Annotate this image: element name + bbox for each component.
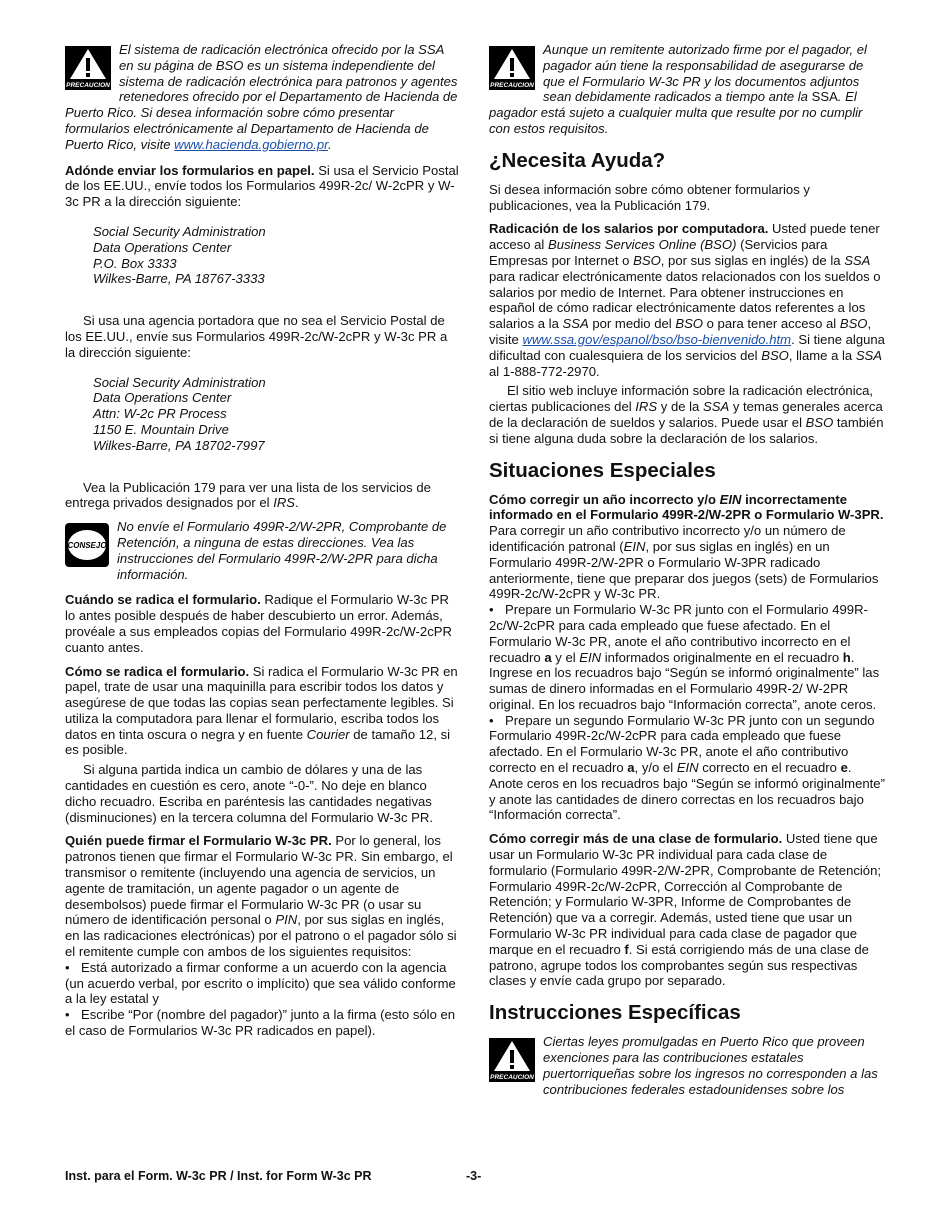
hacienda-link[interactable]: www.hacienda.gobierno.pr (174, 136, 328, 152)
address-line: P.O. Box 3333 (93, 255, 177, 271)
paragraph-more-than-one: Cómo corregir más de una clase de formulario. Usted tiene que usar un Formulario W-3c PR individual para cada clase de formulario (Formulario 499R-2/W-2PR, Comprobante de Retención; Formulario 499R-2c/W-2cPR, Corrección al Comprobante de Retención; y Formulario W-3PR, Informe de Comprobantes de Retención) que va a corregir. Además, usted tiene que usar un Formulario W-3c PR individual para cada clase de pagador que marque en el recuadro f. Si está corrigiendo más de una clase de patrono, agrupe todos los comprobantes según sus respectivas clases y envíe cada grupo por separado. (489, 831, 882, 989)
tip-label: CONSEJO (67, 541, 107, 551)
paragraph-publication: Vea la Publicación 179 para ver una lista de los servicios de entrega privados designados por el IRS. (65, 479, 431, 511)
list-item: • Prepare un segundo Formulario W-3c PR junto con un segundo Formulario 499R-2c/W-2cPR para cada empleado que fuese afectado. En el Formulario W-3c PR, anote el año contributivo correcto en el recuadro a, y/o el EIN correcto en el recuadro e. Anote ceros en los recuadros bajo “Según se informó originalmente” y anote las cantidades de dinero correctas en los recuadros bajo “Información correcta”. (489, 712, 885, 823)
heading-specific-instructions: Instrucciones Específicas (489, 1001, 741, 1025)
address-line: Data Operations Center (93, 239, 232, 255)
caution-icon (489, 1038, 535, 1086)
address-line: Data Operations Center (93, 390, 232, 406)
caution-note-laws: PRECAUCION Ciertas leyes promulgadas en Puerto Rico que proveen exenciones para las contribuciones estatales puertorriqueñas sobre los ingresos no corresponden a las contribuciones federales estadounidenses sobre los (490, 1034, 878, 1097)
caution-note-efile: PRECAUCION El sistema de radicación electrónica ofrecido por la SSA en su página de BSO es un sistema independiente del sistema de radicación electrónica para patronos y agentes retenedores ofrecido por el Departamento de Hacienda de Puerto Rico. Si desea información sobre cómo presentar formularios electrónicamente al Departamento de Hacienda de Puerto Rico, visite www.hacienda.gobierno.pr. (65, 42, 458, 152)
paragraph-help: Si desea información sobre cómo obtener formularios y publicaciones, vea la Publicación 179. (489, 181, 810, 213)
paragraph-website: El sitio web incluye información sobre la radicación electrónica, ciertas publicaciones del IRS y de la SSA y temas generales acerca de la declaración de sueldos y salarios. Puede usar el BSO también si tiene alguna duda sobre la declaración de los salarios. (489, 383, 884, 446)
note1-part-a: El sistema de radicación electrónica ofrecido por la SSA (119, 42, 444, 57)
address-line: Social Security Administration (93, 374, 266, 390)
where-send-heading: Adónde enviar los formularios en papel. (65, 162, 315, 178)
paragraph-how-file: Cómo se radica el formulario. Si radica el Formulario W-3c PR en papel, trate de usar una maquinilla para escribir todos los datos y asegúrese de que todas las copias sean perfectamente legibles. Si utiliza la computadora para llenar el formulario, escriba todos los datos en tinta oscura o negra y en fuente Courier de tamaño 12, si es posible. (65, 663, 458, 758)
address-private (93, 375, 460, 454)
svg-text:PRECAUCION: PRECAUCION (490, 82, 534, 89)
right-column (489, 42, 886, 1107)
tip-icon (65, 523, 109, 571)
paragraph-private-carrier: Si usa una agencia portadora que no sea el Servicio Postal de los EE.UU., envíe sus Formularios 499R-2c/W-2cPR y W-3c PR a la dirección siguiente: (65, 313, 448, 360)
footer-form-title: Inst. para el Form. W-3c PR / Inst. for Form W-3c PR (65, 1169, 372, 1183)
list-item: • Prepare un Formulario W-3c PR junto con el Formulario 499R-2c/W-2cPR para cada empleado que fuese afectado. En el Formulario W-3c PR, anote el año contributivo incorrecto en el recuadro a y el EIN informados originalmente en el recuadro h. Ingrese en los recuadros bajo “Según se informó originalmente” las sumas de dinero informadas en el Formulario 499R-2/ W-2PR original. En los recuadros bajo “Información correcta”, anote ceros. (489, 602, 880, 712)
paragraph-computer-filing: Radicación de los salarios por computadora. Usted puede tener acceso al Business Services Online (BSO) (Servicios para Empresas por Internet o BSO, por sus siglas en inglés) de la SSA para radicar electrónicamente datos relacionados con los sueldos o salarios por medio de Internet. Para obtener instrucciones en español de cómo radicar electrónicamente datos referentes a los salarios a la SSA por medio del BSO o para tener acceso al BSO, visite www.ssa.gov/espanol/bso/bso-bienvenido.htm. Si tiene alguna dificultad con cualesquiera de los servicios del BSO, llame a la SSA al 1-888-772-2970. (489, 221, 885, 379)
paragraph-when-file: Cuándo se radica el formulario. Radique el Formulario W-3c PR lo antes posible después de haber descubierto un error. Además, provéale a sus empleados copias del Formulario 499R-2c/W-2cPR cuanto antes. (65, 592, 452, 655)
how-heading: Cómo se radica el formulario. (65, 663, 250, 679)
svg-text:PRECAUCION: PRECAUCION (490, 1074, 534, 1082)
address-line: Social Security Administration (93, 223, 266, 239)
footer-page-number: -3- (466, 1169, 482, 1183)
heading-special-situations: Situaciones Especiales (489, 458, 716, 482)
address-line: 1150 E. Mountain Drive (93, 421, 229, 437)
left-column (65, 42, 460, 1039)
paragraph-dollar-change: Si alguna partida indica un cambio de dólares y una de las cantidades en cuestión es cero, anote “-0-”. No deje en blanco dicho recuadro. Escriba en paréntesis las cantidades negativas (disminuciones) en la tercera columna del Formulario W-3c PR. (65, 762, 433, 825)
address-postal (93, 224, 460, 287)
requirements-list (65, 960, 460, 1039)
caution-icon (65, 46, 111, 94)
when-heading: Cuándo se radica el formulario. (65, 592, 261, 608)
address-line: Attn: W-2c PR Process (93, 406, 227, 422)
computer-heading: Radicación de los salarios por computadora. (489, 221, 769, 237)
caution-note-payer: PRECAUCION Aunque un remitente autorizado firme por el pagador, el pagador aún tiene la responsabilidad de asegurarse de que el Formulario W-3c PR y los documentos adjuntos sean debidamente radicados a tiempo ante la SSA. El pagador está sujeto a cualquier multa que resulte por no cumplir con estos requisitos. (489, 42, 867, 136)
caution-icon (489, 46, 535, 94)
who-heading: Quién puede firmar el Formulario W-3c PR. (65, 833, 332, 849)
paragraph-where-send: Adónde enviar los formularios en papel. Si usa el Servicio Postal de los EE.UU., envíe todos los Formularios 499R-2c/ W-2cPR y W-3c PR a la dirección siguiente: (65, 162, 459, 210)
correction-steps-list (489, 602, 886, 823)
address-line: Wilkes-Barre, PA 18767-3333 (93, 271, 265, 287)
tip-note: CONSEJO No envíe el Formulario 499R-2/W-2PR, Comprobante de Retención, a ninguna de estas direcciones. Vea las instrucciones del Formulario 499R-2/W-2PR para dicha información. (65, 519, 460, 582)
paragraph-who-signs: Quién puede firmar el Formulario W-3c PR. Por lo general, los patronos tienen que firmar el Formulario W-3c PR. Sin embargo, el transmisor o remitente (incluyendo una agencia de servicios, un agente de tramitación, un agente pagador o un agente de desembolsos) puede firmar el Formulario W-3c PR (o usar su número de identificación personal o PIN, por sus siglas en inglés, en las radicaciones electrónicas) por el patrono o el pagador sólo si el remitente cumple con ambos de los siguientes requisitos: (65, 833, 457, 960)
paragraph-correct-year: Cómo corregir un año incorrecto y/o EIN incorrectamente informado en el Formulario 499R-2/W-2PR o Formulario W-3PR. Para corregir un año contributivo incorrecto y/o un número de identificación patronal (EIN, por sus siglas en inglés) en un Formulario 499R-2/W-2PR o Formulario W-3PR radicado anteriormente, tiene que preparar dos juegos (sets) de Formularios 499R-2c/W-2cPR y W-3c PR. (489, 491, 884, 602)
list-item: • Está autorizado a firmar conforme a un acuerdo con la agencia (un acuerdo verbal, por escrito o implícito) que sea válido conforme a la ley estatal y (65, 959, 456, 1007)
ssa-bso-link[interactable]: www.ssa.gov/espanol/bso/bso-bienvenido.htm (522, 331, 792, 347)
note1-part-b: en su página de BSO es un sistema independiente del sistema de radicación electrónica para patronos y agentes retenedores ofrecido por el Departamento de Hacienda de Puerto Rico. Si desea información sobre cómo presentar formularios electrónicamente al Departamento de Hacienda de Puerto Rico, visite (65, 57, 458, 152)
list-item: • Escribe “Por (nombre del pagador)” junto a la firma (esto sólo en el caso de Formularios W-3c PR radicados en papel). (65, 1007, 456, 1039)
address-line: Wilkes-Barre, PA 18702-7997 (93, 437, 265, 453)
caution-label: PRECAUCION (66, 82, 110, 89)
heading-help: ¿Necesita Ayuda? (489, 148, 666, 172)
